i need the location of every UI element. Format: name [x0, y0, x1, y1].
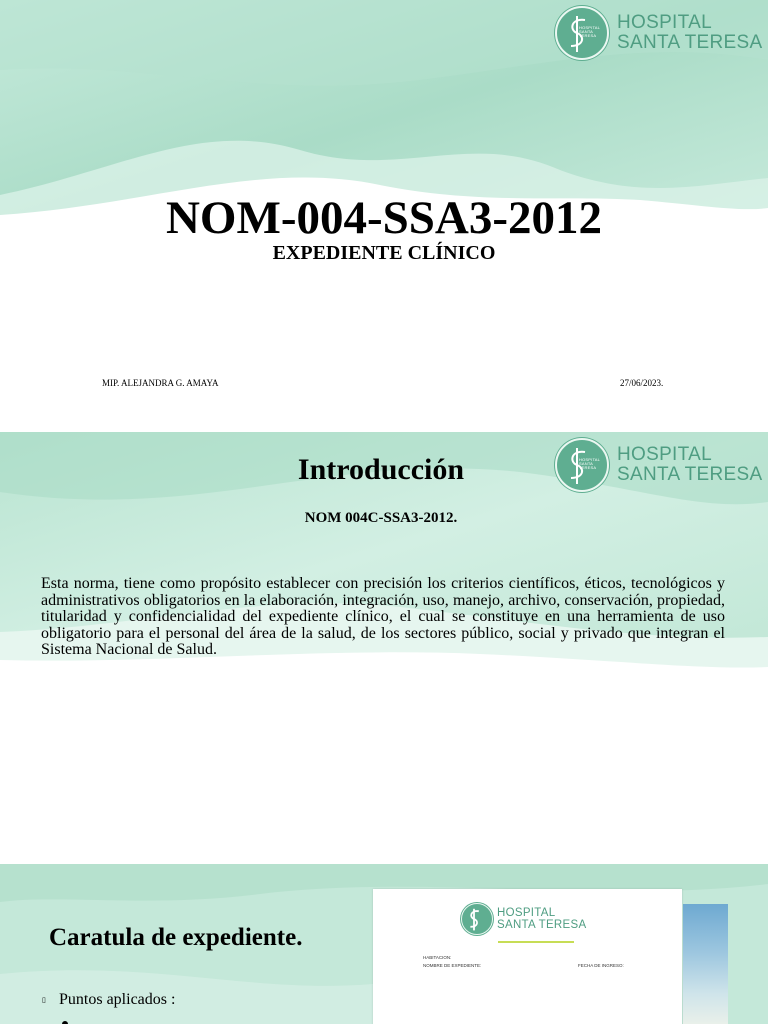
logo-line-1: HOSPITAL [617, 444, 712, 465]
emblem-text-1: HOSPITAL [579, 457, 601, 462]
logo-line-2: SANTA TERESA [617, 32, 763, 53]
emblem-text-3: TERESA [579, 465, 597, 470]
form-hospital-logo [461, 903, 586, 935]
introduction-paragraph: Esta norma, tiene como propósito establecer con precisión los criterios científicos, éticos, tecnológicos y administrativos obligatorios en la elaboración, integración, uso, manejo, archivo, conservación, propiedad, titularidad y confidencialidad del expediente clínico, el cual se constituye en una herramienta de uso obligatorio para el personal del área de la salud, de los sectores público, social y privado que integran el Sistema Nacional de Salud. [41, 575, 725, 659]
emblem-text-1: HOSPITAL [579, 25, 601, 30]
sky-photo [683, 904, 728, 1024]
form-divider [498, 941, 574, 943]
hospital-logo [555, 6, 762, 60]
introduction-slide [0, 432, 768, 864]
hospital-emblem-icon [461, 903, 493, 935]
slide-separator [0, 424, 768, 432]
logo-wordmark [617, 13, 762, 53]
form-field-fecha: FECHA DE INGRESO: [578, 963, 624, 968]
slide1-title: NOM-004-SSA3-2012 [165, 192, 603, 244]
bullet-item [42, 990, 175, 1010]
emblem-text-2: SANTA [579, 29, 594, 34]
emblem-text-3: TERESA [579, 33, 597, 38]
form-field-habitacion: HABITACION: [423, 955, 452, 960]
slide3-title: Caratula de expediente. [49, 924, 303, 951]
author-name: MIP. ALEJANDRA G. AMAYA [102, 378, 219, 388]
slide1-subtitle: EXPEDIENTE CLÍNICO [272, 242, 496, 264]
bullet-item-partial [42, 1014, 68, 1024]
cover-form-preview [373, 889, 682, 1024]
logo-line-1: HOSPITAL [617, 12, 712, 33]
presentation-date: 27/06/2023. [620, 378, 664, 388]
form-logo-line-1: HOSPITAL [497, 907, 556, 919]
hospital-emblem-icon [555, 6, 609, 60]
form-logo-wordmark [497, 907, 586, 931]
title-slide [0, 0, 768, 424]
form-field-numero: NOMBRE DE EXPEDIENTE: [423, 963, 482, 968]
bullet-icon: ▯ [42, 996, 46, 1004]
slide2-subtitle: NOM 004C-SSA3-2012. [304, 510, 458, 526]
form-logo-line-2: SANTA TERESA [497, 919, 587, 931]
cover-slide [0, 864, 768, 1024]
bullet-text: Puntos aplicados : [59, 991, 176, 1008]
logo-line-2: SANTA TERESA [617, 464, 763, 485]
emblem-text-2: SANTA [579, 461, 594, 466]
slide2-title: Introducción [297, 453, 465, 486]
